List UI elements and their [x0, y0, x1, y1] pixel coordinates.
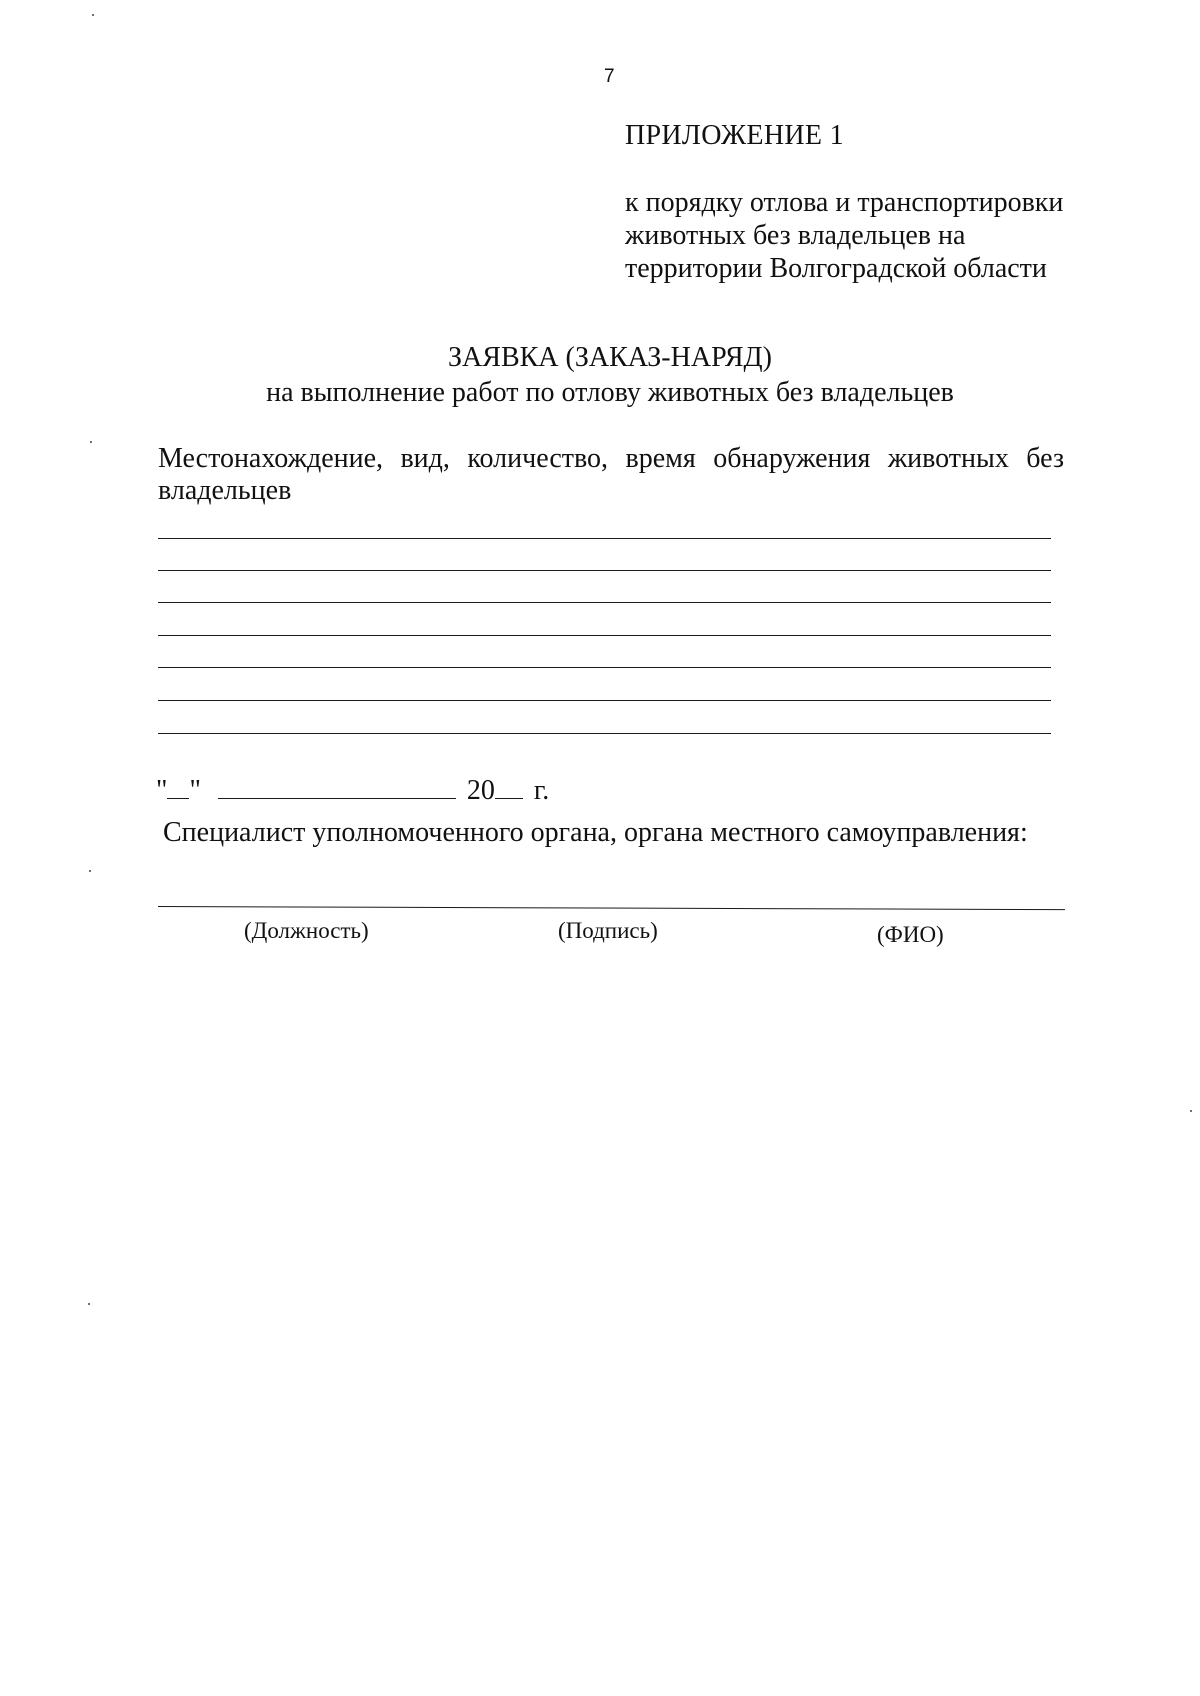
- blank-fill-line[interactable]: [158, 602, 1051, 603]
- date-close-quote: ": [189, 775, 201, 806]
- form-subtitle: на выполнение работ по отлову животных без владельцев: [266, 377, 954, 408]
- specialist-label: Специалист уполномоченного органа, органа местного самоуправления:: [163, 817, 1028, 848]
- scan-speck: [1190, 1110, 1192, 1112]
- name-label: (ФИО): [877, 922, 944, 947]
- appendix-reference-line: животных без владельцев на: [625, 220, 966, 251]
- scan-speck: [90, 441, 92, 443]
- blank-fill-line[interactable]: [158, 635, 1051, 636]
- blank-fill-line[interactable]: [158, 538, 1051, 539]
- appendix-reference-line: к порядку отлова и транспортировки: [625, 187, 1064, 218]
- date-day-blank[interactable]: [167, 770, 189, 799]
- blank-fill-line[interactable]: [158, 570, 1051, 571]
- blank-fill-line[interactable]: [158, 733, 1051, 734]
- date-year-suffix: г.: [533, 775, 550, 806]
- form-intro: [158, 443, 1064, 507]
- scan-speck: [88, 1303, 90, 1305]
- appendix-reference: [625, 186, 1063, 285]
- date-year-blank[interactable]: [495, 770, 523, 799]
- position-label: (Должность): [244, 918, 369, 943]
- form-intro-line: Местонахождение, вид, количество, время обнаружения животных без: [158, 443, 1064, 474]
- date-open-quote: ": [156, 775, 168, 806]
- signature-label: (Подпись): [558, 918, 658, 943]
- signature-line[interactable]: [158, 906, 1065, 910]
- scan-speck: [89, 870, 91, 872]
- appendix-reference-line: территории Волгоградской области: [625, 253, 1047, 284]
- date-year-prefix: 20: [466, 775, 495, 806]
- form-title: ЗАЯВКА (ЗАКАЗ-НАРЯД): [448, 342, 772, 373]
- scan-speck: [92, 14, 94, 16]
- date-month-blank[interactable]: [218, 770, 456, 799]
- page-number: 7: [604, 66, 615, 87]
- date-field: [156, 770, 549, 807]
- blank-fill-line[interactable]: [158, 667, 1051, 668]
- form-intro-line: владельцев: [158, 475, 292, 506]
- blank-fill-line[interactable]: [158, 700, 1051, 701]
- appendix-title: ПРИЛОЖЕНИЕ 1: [625, 120, 844, 151]
